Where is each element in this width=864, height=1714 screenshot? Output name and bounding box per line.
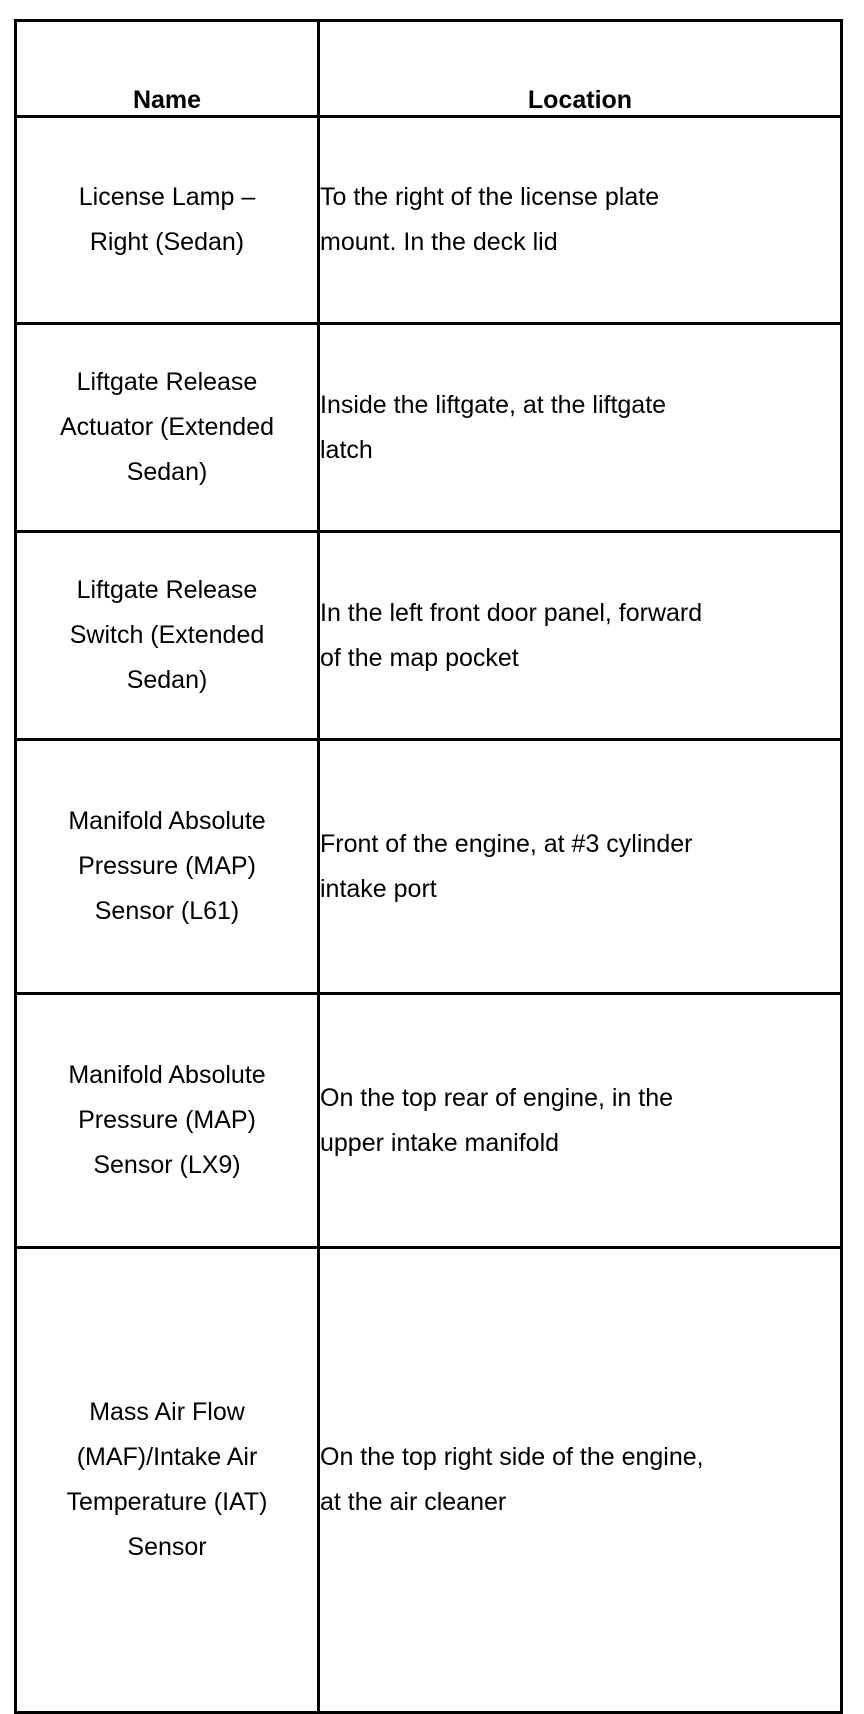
table-row	[16, 994, 842, 1248]
component-name-line: Switch (Extended	[69, 621, 265, 649]
table-row	[16, 324, 842, 532]
component-name-line: Sensor	[127, 1533, 207, 1561]
component-name-line: Sedan)	[126, 458, 208, 486]
component-name-cell	[16, 740, 319, 994]
name-column-header: Name	[16, 21, 319, 117]
component-name-line: License Lamp –	[78, 183, 256, 211]
component-name-line: Liftgate Release	[76, 576, 258, 604]
component-location-cell	[319, 740, 842, 994]
component-name-line: Mass Air Flow	[89, 1398, 245, 1426]
component-name-line: Sedan)	[126, 666, 208, 694]
component-location-line: mount. In the deck lid	[320, 228, 558, 256]
table-row	[16, 532, 842, 740]
component-location-cell	[319, 324, 842, 532]
component-location-cell	[319, 532, 842, 740]
component-location-line: of the map pocket	[320, 643, 519, 672]
component-location-line: Inside the liftgate, at the liftgate	[320, 390, 667, 419]
component-location-line: intake port	[320, 874, 437, 903]
component-name-line: Sensor (LX9)	[93, 1151, 241, 1179]
component-location-cell	[319, 117, 842, 324]
component-location-line: latch	[320, 435, 373, 464]
component-name-line: Actuator (Extended	[59, 413, 274, 441]
component-location-cell	[319, 994, 842, 1248]
table-row	[16, 1248, 842, 1713]
component-name-cell	[16, 117, 319, 324]
component-location-line: at the air cleaner	[320, 1488, 507, 1516]
location-column-header: Location	[319, 21, 842, 117]
component-name-line: Manifold Absolute	[68, 807, 266, 835]
component-name-line: Manifold Absolute	[68, 1061, 266, 1089]
component-location-cell	[319, 1248, 842, 1713]
table-row	[16, 117, 842, 324]
component-name-line: Temperature (IAT)	[66, 1488, 268, 1516]
component-location-table	[14, 19, 843, 1714]
component-name-line: Pressure (MAP)	[78, 852, 256, 880]
component-name-cell	[16, 324, 319, 532]
header-row	[16, 21, 842, 117]
component-location-line: On the top rear of engine, in the	[320, 1083, 674, 1112]
component-name-line: Pressure (MAP)	[78, 1106, 256, 1134]
component-location-line: On the top right side of the engine,	[320, 1443, 704, 1471]
component-name-cell	[16, 994, 319, 1248]
component-name-line: Liftgate Release	[76, 368, 258, 396]
table-row	[16, 740, 842, 994]
component-location-line: In the left front door panel, forward	[320, 598, 703, 627]
component-location-line: To the right of the license plate	[320, 183, 660, 211]
component-location-line: Front of the engine, at #3 cylinder	[320, 829, 693, 858]
component-name-line: Right (Sedan)	[89, 228, 245, 256]
component-name-cell	[16, 1248, 319, 1713]
component-name-line: (MAF)/Intake Air	[76, 1443, 258, 1471]
component-location-line: upper intake manifold	[320, 1128, 560, 1157]
component-name-line: Sensor (L61)	[94, 897, 240, 925]
component-name-cell	[16, 532, 319, 740]
